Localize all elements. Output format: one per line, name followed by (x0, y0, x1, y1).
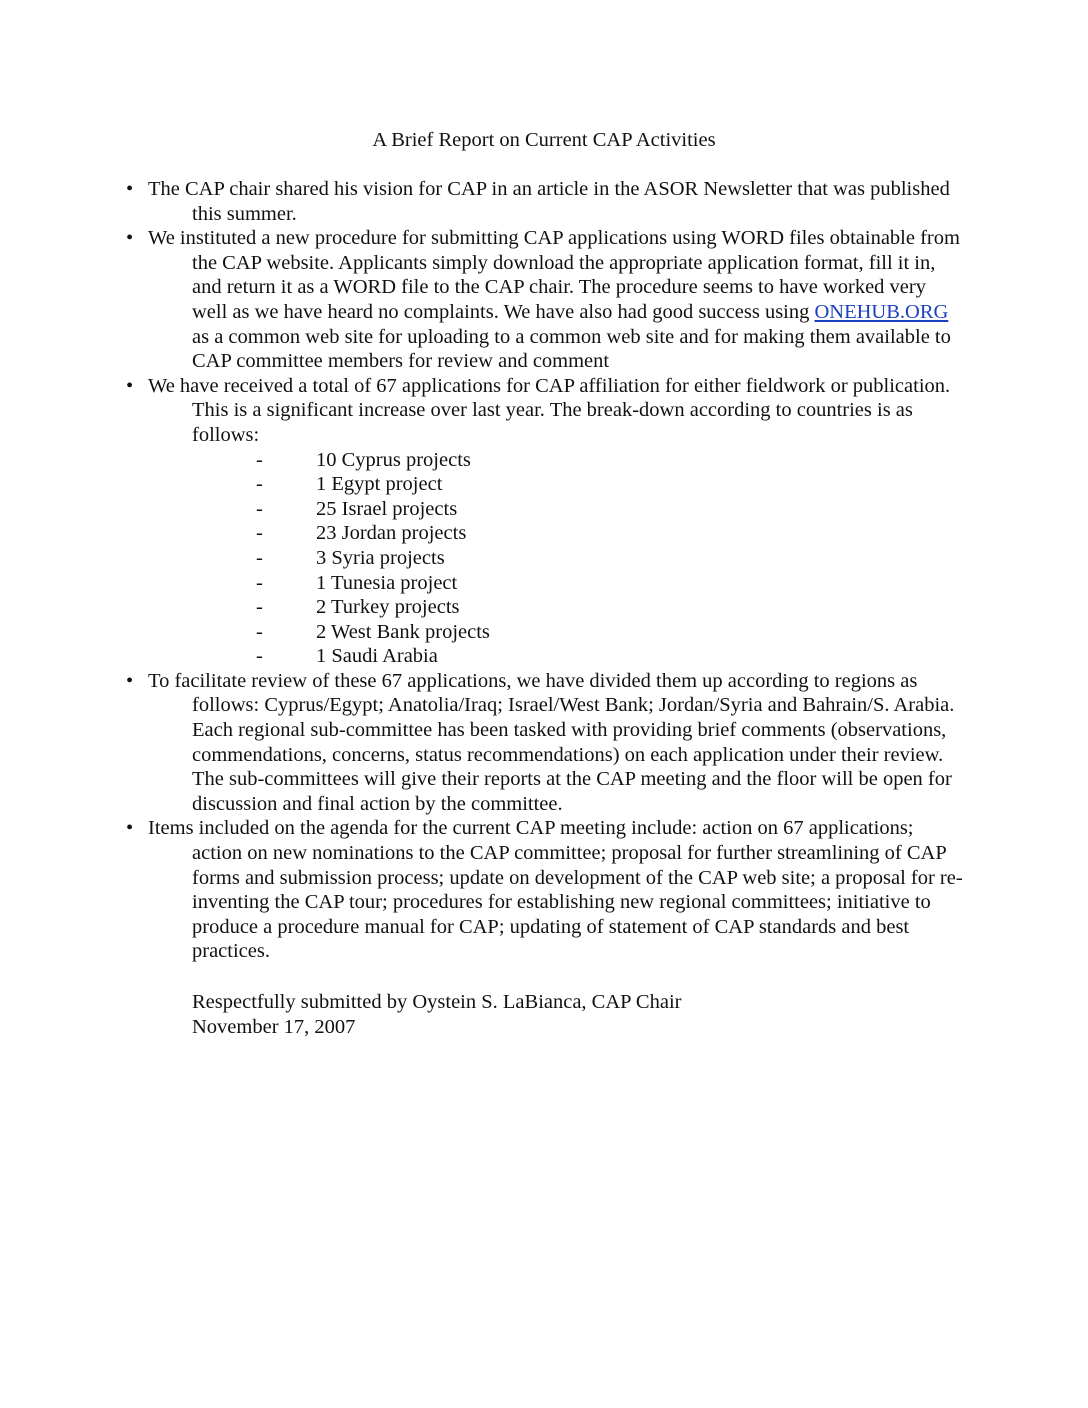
bullet-marker: • (126, 669, 134, 692)
dash-marker: - (256, 497, 263, 520)
bullet-item (0, 374, 964, 448)
bullet-text: We instituted a new procedure for submitting CAP applications using WORD files obtainable from the CAP website. Applicants simply download the appropriate application format, fill it in, and return it as a WORD file to the CAP chair. The procedure seems to have worked very well as we have heard no complaints. We have also had good success using (148, 227, 960, 323)
signature-date: November 17, 2007 (192, 1015, 356, 1038)
dash-marker: - (256, 546, 263, 569)
bullet-text: The CAP chair shared his vision for CAP in an article in the ASOR Newsletter that was published this summer. (148, 178, 950, 225)
country-count: 3 Syria projects (316, 546, 445, 569)
onehub-link[interactable]: ONEHUB.ORG (814, 300, 949, 323)
bullet-text: Items included on the agenda for the current CAP meeting include: action on 67 applications; action on new nominations to the CAP committee; proposal for further streamlining of CAP forms and submission process; update on development of the CAP web site; a proposal for re-inventing the CAP tour; procedures for establishing new regional committees; initiative to produce a procedure manual for CAP; updating of statement of CAP standards and best practices. (148, 817, 963, 963)
country-count: 1 Saudi Arabia (316, 645, 438, 668)
bullet-text: To facilitate review of these 67 applications, we have divided them up according to regions as follows: Cyprus/Egypt; Anatolia/Iraq; Israel/West Bank; Jordan/Syria and Bahrain/S. Arabia. Each regional sub-committee has been tasked with providing brief comments (observations, commendations, concerns, status recommendations) on each application under their review. The sub-committees will give their reports at the CAP meeting and the floor will be open for discussion and final action by the committee. (148, 669, 955, 815)
bullet-marker: • (126, 817, 134, 840)
signature-line: Respectfully submitted by Oystein S. LaBianca, CAP Chair (192, 991, 682, 1013)
dash-marker: - (256, 522, 263, 545)
dash-marker: - (256, 596, 263, 619)
bullet-list (0, 177, 1088, 964)
bullet-text: We have received a total of 67 applications for CAP affiliation for either fieldwork or publication. This is a significant increase over last year. The break-down according to countries is as follows: (148, 374, 951, 446)
country-count: 10 Cyprus projects (316, 448, 471, 471)
list-item (0, 546, 1088, 571)
country-count: 2 Turkey projects (316, 596, 460, 619)
list-item (0, 521, 1088, 546)
dash-marker: - (256, 473, 263, 496)
bullet-item (0, 226, 964, 374)
dash-marker: - (256, 571, 263, 594)
list-item (0, 644, 1088, 669)
bullet-marker: • (126, 178, 134, 200)
country-count: 25 Israel projects (316, 497, 458, 520)
country-count: 1 Tunesia project (316, 571, 458, 594)
list-item (0, 620, 1088, 645)
list-item (0, 595, 1088, 620)
list-item (0, 497, 1088, 522)
bullet-item (0, 816, 964, 964)
bullet-text: as a common web site for uploading to a common web site and for making them available to CAP committee members for review and comment (192, 325, 951, 373)
country-count: 1 Egypt project (316, 473, 443, 496)
list-item (0, 571, 1088, 596)
dash-marker: - (256, 620, 263, 643)
dash-marker: - (256, 448, 263, 471)
country-count: 2 West Bank projects (316, 620, 490, 643)
bullet-item (0, 177, 964, 226)
signature-block (192, 990, 681, 1039)
bullet-item (0, 669, 964, 817)
country-breakdown-list (0, 448, 1088, 669)
document-title: A Brief Report on Current CAP Activities (372, 129, 716, 151)
dash-marker: - (256, 645, 263, 668)
country-count: 23 Jordan projects (316, 522, 467, 545)
bullet-marker: • (126, 227, 134, 250)
list-item (0, 472, 1088, 497)
bullet-marker: • (126, 374, 134, 397)
list-item (0, 448, 1088, 473)
